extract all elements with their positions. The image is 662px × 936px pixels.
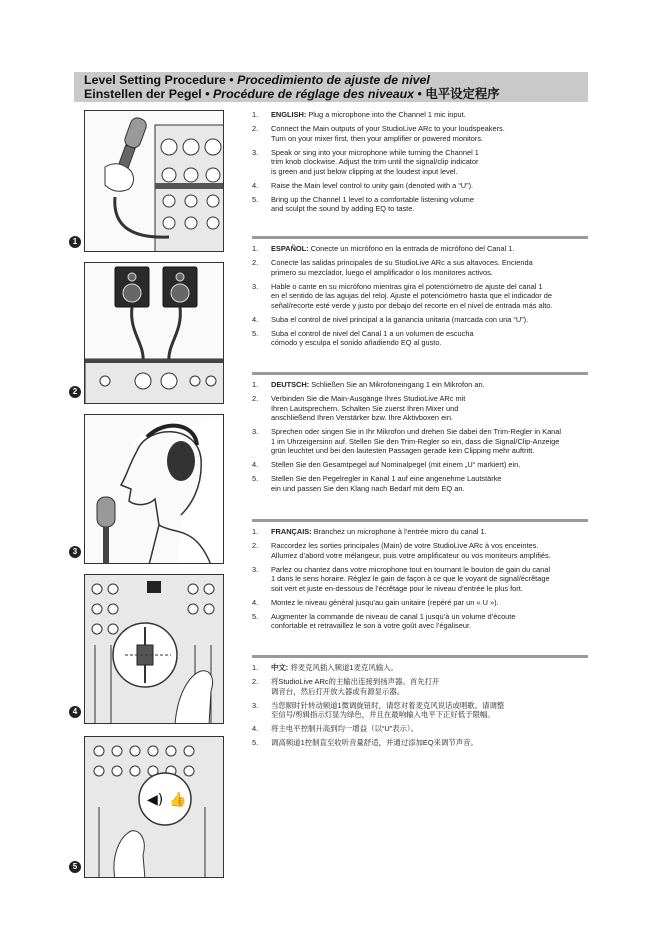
- step-number: 3.: [252, 564, 259, 574]
- section-divider: [252, 519, 588, 522]
- step-text: Montez le niveau général jusqu’au gain unitaire (repéré par un « U »).: [271, 597, 499, 607]
- section-francais: [252, 527, 588, 635]
- step-item: [252, 677, 588, 696]
- step-text: Conecte las salidas principales de su StudioLive ARc a sus altavoces. Encienda: [271, 257, 533, 267]
- step-text: Ihren Lautsprechern. Schalten Sie zuerst Ihren Mixer und: [271, 403, 459, 413]
- language-label: 中文:: [271, 663, 289, 672]
- step-text: Parlez ou chantez dans votre microphone tout en tournant le bouton de gain du canal: [271, 564, 550, 574]
- step-number: 2.: [252, 123, 259, 133]
- step-item: [252, 148, 588, 177]
- step-text: anschließend Ihren Verstärker bzw. Ihre Aktivboxen ein.: [271, 413, 453, 423]
- step-item: [252, 181, 588, 191]
- step-text: 将主电平控制升高到均一增益（以“U”表示）。: [271, 724, 418, 734]
- step-text: ein und passen Sie den Klang nach Bedarf mit dem EQ an.: [271, 483, 465, 493]
- step-text: 当您顺时针转动频道1微调旋钮时，请您对着麦克风说话或唱歌。请调整: [271, 700, 505, 710]
- header-title-en: Level Setting Procedure •: [84, 73, 238, 87]
- section-divider: [252, 236, 588, 239]
- step-text: Suba el control de nivel principal a la ganancia unitaria (marcada con una “U”).: [271, 314, 529, 324]
- header-line-2: [84, 87, 588, 101]
- step-text: and sculpt the sound by adding EQ to taste.: [271, 204, 415, 214]
- step-item: [252, 427, 588, 456]
- step-item: [252, 460, 588, 470]
- header-separator: •: [414, 87, 426, 101]
- section-espanol: [252, 244, 588, 352]
- header-title-es: Procedimiento de ajuste de nivel: [237, 73, 430, 87]
- step-text: Augmenter la commande de niveau de canal 1 jusqu’à un volume d’écoute: [271, 611, 516, 621]
- step-text: Raise the Main level control to unity gain (denoted with a “U”).: [271, 180, 474, 190]
- step-item: [252, 612, 588, 631]
- step-number: 1.: [252, 110, 259, 119]
- figure-2-main-outputs: [84, 262, 224, 404]
- step-item: [252, 244, 588, 254]
- step-item: [252, 598, 588, 608]
- step-text: 1 im Uhrzeigersinn auf. Stellen Sie den Trim-Regler so ein, dass die Signal/Clip-Anzeige: [271, 436, 560, 446]
- step-number: 4.: [252, 460, 259, 470]
- step-number: 5.: [252, 738, 259, 748]
- step-number: 3.: [252, 147, 259, 157]
- figure-2-number: 2: [69, 386, 81, 398]
- step-text: Bring up the Channel 1 level to a comfortable listening volume: [271, 194, 474, 204]
- step-number: 5.: [252, 328, 259, 338]
- figure-5-number: 5: [69, 861, 81, 873]
- step-text: señal/recorte esté verde y justo por debajo del recorte en el nivel de entrada más alto.: [271, 300, 553, 310]
- step-text: is green and just below clipping at the loudest input level.: [271, 166, 458, 176]
- step-text: 调高频道1控制直至收听音量舒适，并通过添加EQ来调节声音。: [271, 738, 478, 748]
- step-text: Schließen Sie an Mikrofoneingang 1 ein Mikrofon an.: [309, 380, 485, 389]
- step-text: Plug a microphone into the Channel 1 mic input.: [306, 110, 466, 119]
- section-divider: [252, 655, 588, 658]
- language-label: FRANÇAIS:: [271, 527, 312, 536]
- step-item: [252, 380, 588, 390]
- step-text: Sprechen oder singen Sie in Ihr Mikrofon und drehen Sie dabei den Trim-Regler in Kanal: [271, 427, 562, 437]
- header-title-de: Einstellen der Pegel •: [84, 87, 213, 101]
- step-number: 4.: [252, 597, 259, 607]
- step-number: 1.: [252, 663, 259, 672]
- language-label: DEUTSCH:: [271, 380, 310, 389]
- step-text: Stellen Sie den Pegelregler in Kanal 1 auf eine angenehme Lautstärke: [271, 474, 502, 484]
- step-text: confortable et retravaillez le son à votre goût avec l’égaliseur.: [271, 621, 472, 631]
- section-english: [252, 110, 588, 218]
- step-text: 至信号/剪辑指示灯显为绿色，并且在最响输入电平下正好低于限幅。: [271, 710, 495, 720]
- step-number: 3.: [252, 700, 259, 710]
- step-text: Conecte un micrófono en la entrada de micrófono del Canal 1.: [308, 244, 515, 253]
- step-item: [252, 738, 588, 748]
- step-text: Speak or sing into your microphone while turning the Channel 1: [271, 147, 479, 157]
- figure-3-singer: [84, 414, 224, 564]
- header-line-1: [84, 73, 588, 87]
- step-number: 4.: [252, 724, 259, 734]
- header-title-zh: 电平设定程序: [425, 87, 500, 101]
- step-text: 将StudioLive ARc的主输出连接到扬声器。首先打开: [271, 676, 440, 686]
- step-number: 3.: [252, 427, 259, 437]
- figure-1-number: 1: [69, 236, 81, 248]
- step-text: Hable o cante en su micrófono mientras gira el potenciómetro de ajuste del canal 1: [271, 281, 543, 291]
- step-item: [252, 565, 588, 594]
- step-number: 5.: [252, 611, 259, 621]
- figure-4-main-fader: [84, 574, 224, 724]
- step-item: [252, 474, 588, 493]
- section-deutsch: [252, 380, 588, 498]
- step-text: 1 dans le sens horaire. Réglez le gain de façon à ce que le voyant de signal/écrêtage: [271, 574, 550, 584]
- step-item: [252, 663, 588, 673]
- step-text: trim knob clockwise. Adjust the trim until the signal/clip indicator: [271, 157, 479, 167]
- step-number: 5.: [252, 474, 259, 484]
- step-text: Turn on your mixer first, then your amplifier or powered monitors.: [271, 133, 484, 143]
- step-number: 4.: [252, 314, 259, 324]
- step-text: primero su mezclador, luego el amplificador o los monitores activos.: [271, 267, 493, 277]
- step-item: [252, 541, 588, 560]
- svg-text:👍: 👍: [169, 792, 187, 808]
- step-number: 2.: [252, 676, 259, 686]
- step-text: Suba el control de nivel del Canal 1 a un volumen de escucha: [271, 328, 474, 338]
- step-item: [252, 110, 588, 120]
- step-item: [252, 701, 588, 720]
- page-header: [74, 72, 588, 102]
- step-text: Branchez un microphone à l’entrée micro du canal 1.: [311, 527, 487, 536]
- language-label: ESPAÑOL:: [271, 244, 309, 253]
- step-text: en el sentido de las agujas del reloj. Ajuste el potenciómetro hasta que el indicador de: [271, 291, 553, 301]
- step-number: 2.: [252, 257, 259, 267]
- svg-text:◀): ◀): [147, 792, 164, 808]
- step-number: 4.: [252, 180, 259, 190]
- step-text: Allumez d’abord votre mélangeur, puis votre amplificateur ou vos moniteurs amplifiés.: [271, 550, 551, 560]
- figure-1-mic-input: [84, 110, 224, 252]
- section-chinese: [252, 663, 588, 752]
- step-item: [252, 329, 588, 348]
- step-item: [252, 258, 588, 277]
- step-text: grün leuchtet und bei den lautesten Passagen gerade kein Clipping mehr auftritt.: [271, 446, 535, 456]
- step-item: [252, 315, 588, 325]
- step-item: [252, 394, 588, 423]
- figure-4-number: 4: [69, 706, 81, 718]
- step-number: 1.: [252, 244, 259, 253]
- step-text: soit vert et juste en-dessous de l’écrêtage pour le niveau d’entrée le plus fort.: [271, 583, 523, 593]
- step-item: [252, 527, 588, 537]
- step-text: Stellen Sie den Gesamtpegel auf Nominalpegel (mit einem „U“ markiert) ein.: [271, 460, 521, 470]
- step-text: Connect the Main outputs of your StudioLive ARc to your loudspeakers.: [271, 123, 505, 133]
- step-number: 1.: [252, 380, 259, 389]
- step-text: 调音台，然后打开放大器或有源显示器。: [271, 686, 405, 696]
- step-number: 3.: [252, 281, 259, 291]
- step-item: [252, 195, 588, 214]
- figure-3-number: 3: [69, 546, 81, 558]
- step-number: 2.: [252, 393, 259, 403]
- section-divider: [252, 372, 588, 375]
- step-number: 2.: [252, 540, 259, 550]
- step-number: 5.: [252, 194, 259, 204]
- step-item: [252, 724, 588, 734]
- step-item: [252, 124, 588, 143]
- step-text: Raccordez les sorties principales (Main) de votre StudioLive ARc à vos enceintes.: [271, 540, 539, 550]
- step-number: 1.: [252, 527, 259, 536]
- figure-5-channel-level: [84, 736, 224, 878]
- step-text: 将麦克风插入频道1麦克风输入。: [288, 663, 398, 672]
- language-label: ENGLISH:: [271, 110, 307, 119]
- step-text: cómodo y esculpa el sonido añadiendo EQ al gusto.: [271, 338, 442, 348]
- step-text: Verbinden Sie die Main-Ausgänge Ihres StudioLive ARc mit: [271, 393, 466, 403]
- header-title-fr: Procédure de réglage des niveaux: [212, 87, 415, 101]
- step-item: [252, 282, 588, 311]
